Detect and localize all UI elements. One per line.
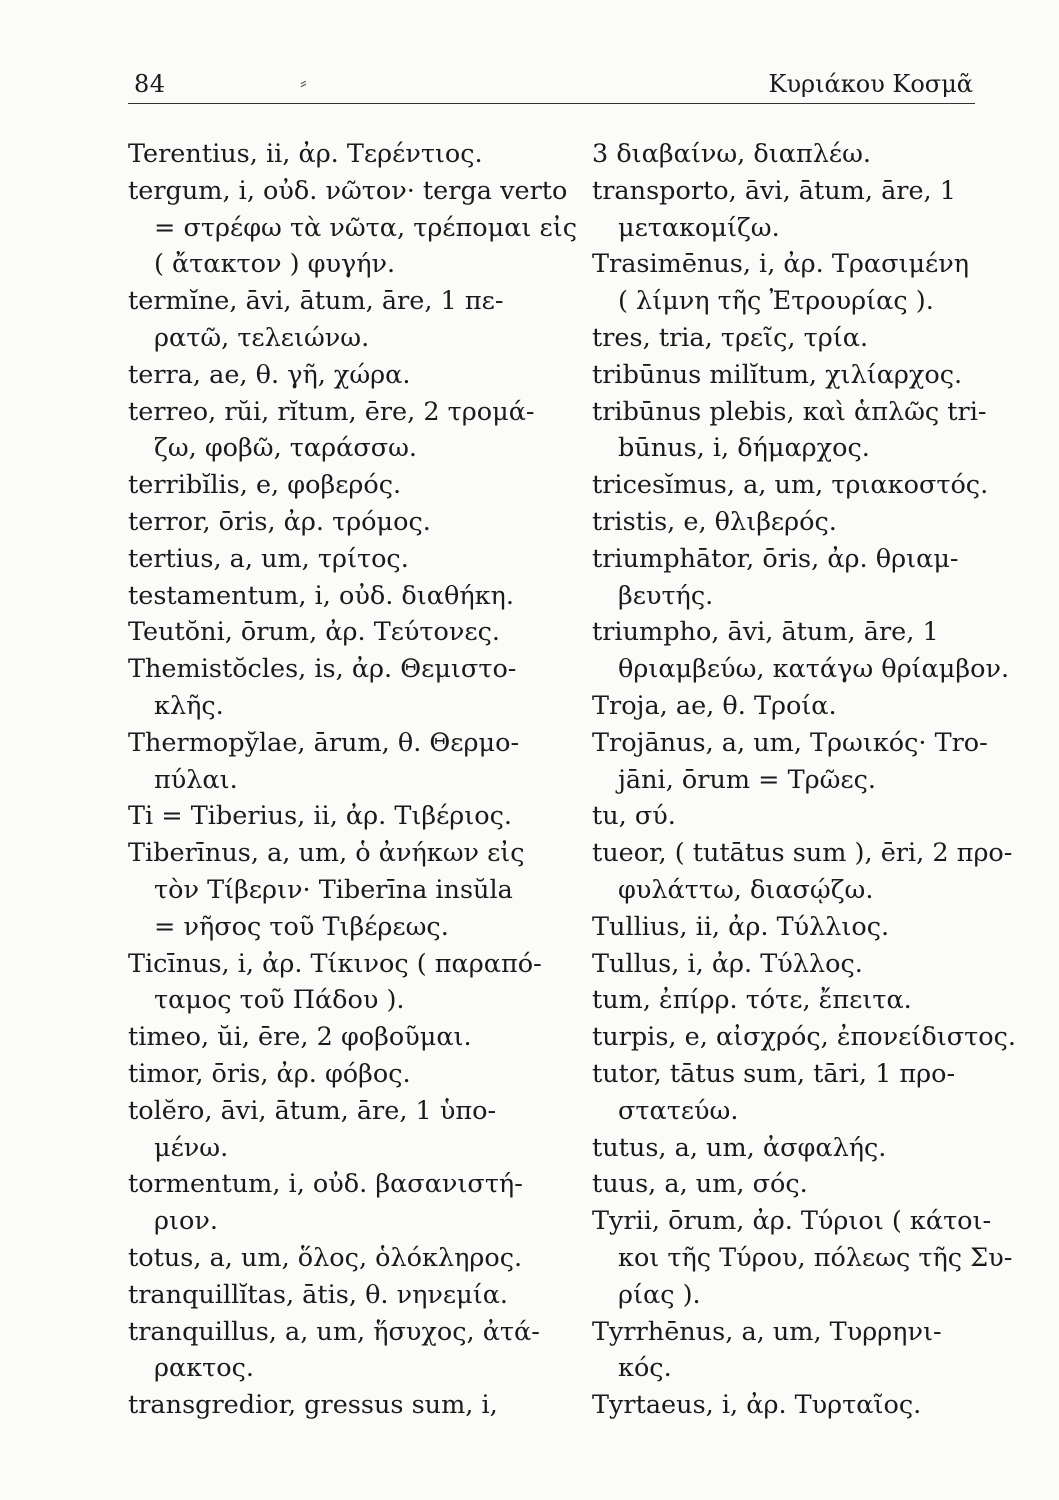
entry-headline: Tyrrhēnus, a, um, Τυρρηνι- <box>592 1316 942 1347</box>
entry-headline: triumphātor, ōris, ἀρ. θριαμ- <box>592 543 959 574</box>
entry-headline: tueor, ( tutātus sum ), ēri, 2 προ- <box>592 838 1013 869</box>
dictionary-entry <box>128 357 568 394</box>
dictionary-entry <box>128 1314 568 1388</box>
dictionary-entry <box>128 504 568 541</box>
entry-headline: transgredior, gressus sum, i, <box>128 1390 498 1421</box>
dictionary-entry <box>592 946 1020 983</box>
entry-continuation: στατεύω. <box>618 1095 739 1126</box>
dictionary-entry <box>128 173 578 283</box>
entry-continuation: κός. <box>618 1353 672 1384</box>
dictionary-entry <box>592 1056 1020 1130</box>
entry-continuation: jāni, ōrum = Τρῶες. <box>618 764 877 795</box>
page-number: 84 <box>134 70 166 98</box>
entry-continuation: βευτής. <box>618 580 714 611</box>
dictionary-entry <box>592 688 1020 725</box>
entry-headline: Thermopy̆lae, ārum, θ. Θερμο- <box>128 727 520 758</box>
entry-continuation: ( ἄτακτον ) φυγήν. <box>154 249 396 280</box>
entry-continuation: ζω, φοβῶ, ταράσσω. <box>154 433 418 464</box>
dictionary-entry <box>128 1019 568 1056</box>
entry-headline: triumpho, āvi, ātum, āre, 1 <box>592 617 939 648</box>
entry-headline: Trojānus, a, um, Τρωικός· Tro- <box>592 727 988 758</box>
entry-headline: terra, ae, θ. γῆ, χώρα. <box>128 359 411 390</box>
entry-continuation: ριον. <box>154 1206 218 1237</box>
running-head: Κυριάκου Κοσμᾶ <box>768 70 973 98</box>
entry-headline: totus, a, um, ὅλος, ὁλόκληρος. <box>128 1242 523 1273</box>
entry-headline: tormentum, i, οὐδ. βασανιστή- <box>128 1169 523 1200</box>
entry-continuation: ( λίμνη τῆς Ἐτρουρίας ). <box>618 286 934 317</box>
dictionary-entry <box>592 136 1020 173</box>
entry-headline: tutus, a, um, ἀσφαλής. <box>592 1132 887 1163</box>
dictionary-entry <box>592 835 1020 909</box>
dictionary-entry <box>592 614 1020 688</box>
entry-headline: timor, ōris, ἀρ. φόβος. <box>128 1058 411 1089</box>
entry-headline: terreo, rŭi, rĭtum, ēre, 2 τρομά- <box>128 396 535 427</box>
entry-headline: tutor, tātus sum, tāri, 1 προ- <box>592 1058 956 1089</box>
dictionary-entry <box>592 467 1020 504</box>
entry-headline: Tiberīnus, a, um, ὁ ἀνήκων εἰς <box>128 838 525 869</box>
entry-continuation: = νῆσος τοῦ Τιβέρεως. <box>154 911 449 942</box>
dictionary-entry <box>592 246 1020 320</box>
entry-headline: tergum, i, οὐδ. νῶτον· terga verto <box>128 175 568 206</box>
dictionary-entry <box>592 725 1020 799</box>
entry-continuation: κλῆς. <box>154 690 224 721</box>
dictionary-entry <box>128 136 568 173</box>
dictionary-entry <box>592 1203 1020 1313</box>
dictionary-entry <box>592 394 1020 468</box>
entry-continuation: = στρέφω τὰ νῶτα, τρέπομαι εἰς <box>154 212 578 243</box>
dictionary-entry <box>592 357 1020 394</box>
dictionary-entry <box>128 394 568 468</box>
entry-continuation: φυλάττω, διασῴζω. <box>618 874 874 905</box>
dictionary-entry <box>592 982 1020 1019</box>
entry-headline: terror, ōris, ἀρ. τρόμος. <box>128 506 431 537</box>
entry-headline: Tyrii, ōrum, ἀρ. Τύριοι ( κάτοι- <box>592 1206 992 1237</box>
dictionary-entry <box>128 1387 568 1424</box>
entry-headline: termĭne, āvi, ātum, āre, 1 πε- <box>128 286 504 317</box>
left-column <box>128 136 578 1424</box>
entry-headline: tum, ἐπίρρ. τότε, ἔπειτα. <box>592 985 912 1016</box>
dictionary-entry <box>128 1166 568 1240</box>
entry-headline: terribĭlis, e, φοβερός. <box>128 470 402 501</box>
entry-continuation: θριαμβεύω, κατάγω θρίαμβον. <box>618 654 1010 685</box>
entry-continuation: ρατῶ, τελειώνω. <box>154 322 370 353</box>
dictionary-entry <box>128 283 568 357</box>
entry-continuation: τὸν Τίβεριν· Tiberīna insŭla <box>154 874 513 905</box>
entry-headline: testamentum, i, οὐδ. διαθήκη. <box>128 580 514 611</box>
entry-continuation: ρακτος. <box>154 1353 254 1384</box>
dictionary-entry <box>592 1019 1020 1056</box>
dictionary-entry <box>128 798 568 835</box>
dictionary-entry <box>128 1240 568 1277</box>
entry-headline: Tullus, i, ἀρ. Τύλλος. <box>592 948 863 979</box>
entry-headline: Terentius, ii, ἀρ. Τερέντιος. <box>128 139 483 169</box>
entry-headline: Trasimēnus, i, ἀρ. Τρασιμένη <box>592 249 970 280</box>
dictionary-entry <box>128 835 568 945</box>
dictionary-entry <box>592 1387 1020 1424</box>
entry-headline: timeo, ŭi, ēre, 2 φοβοῦμαι. <box>128 1022 472 1053</box>
entry-headline: tuus, a, um, σός. <box>592 1169 808 1200</box>
entry-headline: tertius, a, um, τρίτος. <box>128 543 409 574</box>
entry-headline: tolĕro, āvi, ātum, āre, 1 ὑπο- <box>128 1095 497 1126</box>
entry-headline: tres, tria, τρεῖς, τρία. <box>592 322 869 353</box>
entry-headline: tribūnus plebis, καὶ ἁπλῶς tri- <box>592 396 987 427</box>
dictionary-entry <box>592 1166 1020 1203</box>
entry-headline: tranquillĭtas, ātis, θ. νηνεμία. <box>128 1279 509 1310</box>
entry-headline: Troja, ae, θ. Τροία. <box>592 690 837 721</box>
entry-headline: Themistŏcles, is, ἀρ. Θεμιστο- <box>128 654 517 685</box>
entry-headline: Ticīnus, i, ἀρ. Τίκινος ( παραπό- <box>128 948 542 979</box>
dictionary-entry <box>128 1277 568 1314</box>
entry-headline: transporto, āvi, ātum, āre, 1 <box>592 175 956 206</box>
dictionary-entry <box>592 798 1020 835</box>
entry-headline: tristis, e, θλιβερός. <box>592 506 837 537</box>
dictionary-entry <box>128 725 568 799</box>
entry-headline: 3 διαβαίνω, διαπλέω. <box>592 139 871 169</box>
dictionary-entry <box>592 504 1020 541</box>
entry-headline: Ti = Tiberius, ii, ἀρ. Τιβέριος. <box>128 801 513 832</box>
entry-headline: Teutŏni, ōrum, ἀρ. Τεύτονες. <box>128 617 500 648</box>
header-ornament: ⸗ <box>300 70 307 94</box>
right-column <box>592 136 1020 1424</box>
entry-continuation: κοι τῆς Τύρου, πόλεως τῆς Συ- <box>618 1242 1013 1273</box>
entry-headline: turpis, e, αἰσχρός, ἐπονείδιστος. <box>592 1022 1016 1053</box>
dictionary-entry <box>128 578 568 615</box>
entry-continuation: μετακομίζω. <box>618 212 780 243</box>
dictionary-entry <box>128 467 568 504</box>
entry-continuation: ρίας ). <box>618 1279 701 1310</box>
entry-continuation: μένω. <box>154 1132 229 1163</box>
entry-headline: tu, σύ. <box>592 801 676 832</box>
dictionary-entry <box>128 1093 568 1167</box>
entry-headline: tranquillus, a, um, ἥσυχος, ἀτά- <box>128 1316 540 1347</box>
entry-continuation: ταμος τοῦ Πάδου ). <box>154 985 405 1016</box>
entry-headline: Tyrtaeus, i, ἀρ. Τυρταῖος. <box>592 1390 922 1421</box>
dictionary-entry <box>128 541 568 578</box>
dictionary-entry <box>128 614 568 651</box>
dictionary-entry <box>592 1314 1020 1388</box>
entry-continuation: πύλαι. <box>154 764 238 795</box>
dictionary-entry <box>128 651 568 725</box>
dictionary-entry <box>592 541 1020 615</box>
entry-headline: tricesĭmus, a, um, τριακοστός. <box>592 470 989 501</box>
dictionary-entry <box>592 909 1020 946</box>
dictionary-entry <box>592 173 1020 247</box>
entry-headline: tribūnus milĭtum, χιλίαρχος. <box>592 359 963 390</box>
dictionary-entry <box>592 1130 1020 1167</box>
dictionary-entry <box>128 946 568 1020</box>
entry-headline: Tullius, ii, ἀρ. Τύλλιος. <box>592 911 890 942</box>
dictionary-entry <box>592 320 1020 357</box>
entry-continuation: būnus, i, δήμαρχος. <box>618 433 870 464</box>
header-rule <box>128 103 975 104</box>
dictionary-entry <box>128 1056 568 1093</box>
